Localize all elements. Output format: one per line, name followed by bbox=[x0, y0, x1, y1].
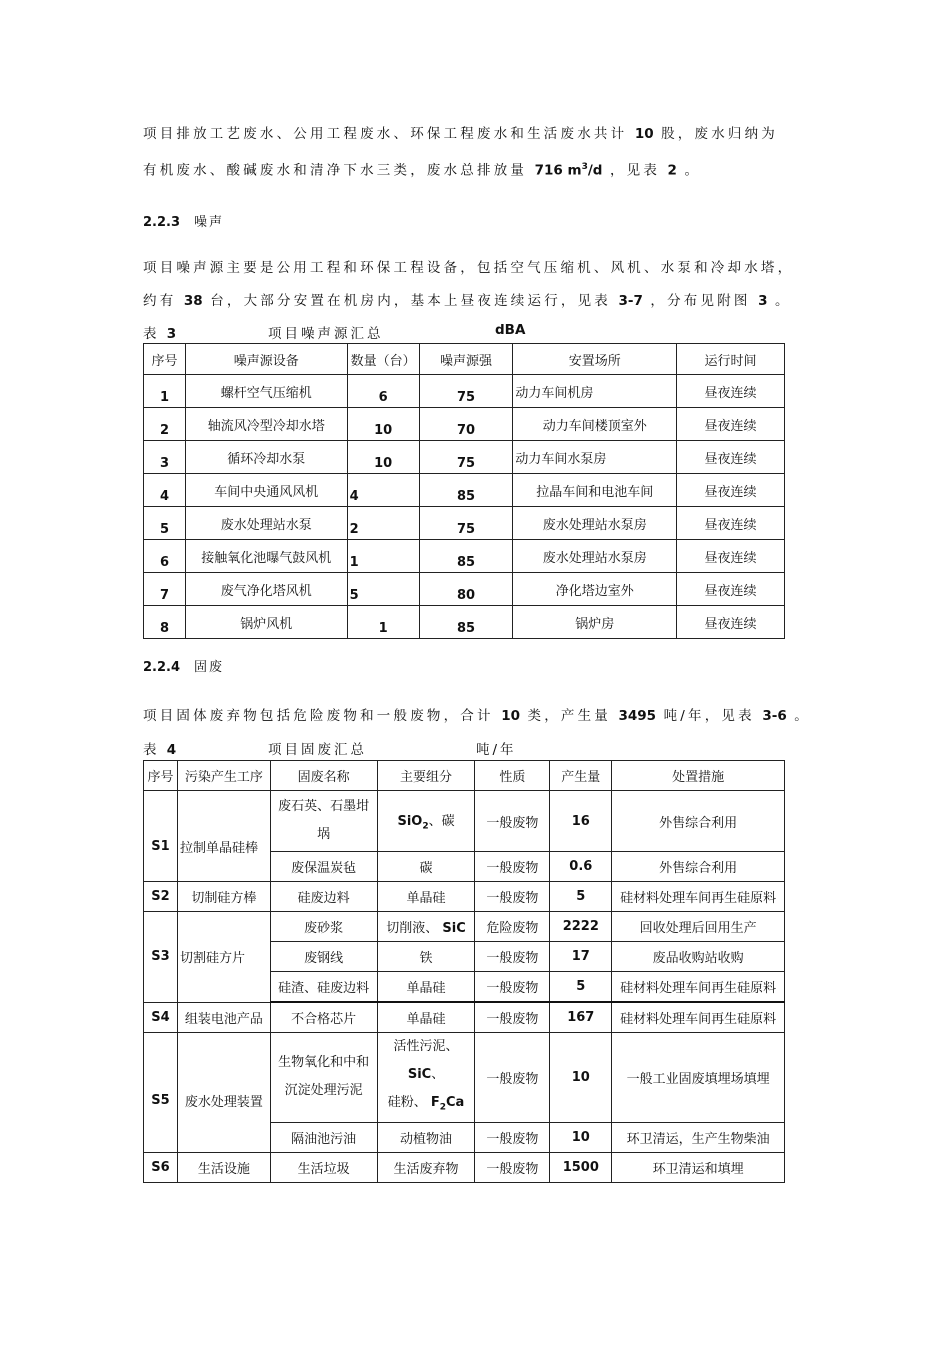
paragraph-solid-waste bbox=[143, 700, 813, 733]
caption-label: 表 3 bbox=[143, 326, 177, 342]
cell-quantity: 4 bbox=[347, 474, 419, 507]
table-row bbox=[144, 507, 785, 540]
cell-component: 铁 bbox=[377, 942, 475, 972]
cell-location: 废水处理站水泵房 bbox=[513, 507, 677, 540]
cell-disposal: 回收处理后回用生产 bbox=[612, 912, 785, 942]
cell-id: S6 bbox=[144, 1152, 178, 1182]
cell-process: 切制硅方棒 bbox=[177, 882, 270, 912]
cell-amount: 5 bbox=[550, 882, 612, 912]
column-header: 噪声源强 bbox=[419, 344, 513, 375]
table-row bbox=[144, 573, 785, 606]
column-header: 产生量 bbox=[550, 761, 612, 791]
cell-id: S3 bbox=[144, 912, 178, 1003]
cell-disposal: 一般工业固废填埋场填埋 bbox=[612, 1033, 785, 1123]
cell-component: 单晶硅 bbox=[377, 1002, 475, 1033]
cell-equipment: 螺杆空气压缩机 bbox=[185, 375, 347, 408]
text: 约有 bbox=[143, 293, 177, 309]
cell-equipment: 车间中央通风风机 bbox=[185, 474, 347, 507]
cell-runtime: 昼夜连续 bbox=[677, 408, 785, 441]
cell-amount: 17 bbox=[550, 942, 612, 972]
caption-unit: 吨/年 bbox=[476, 742, 517, 758]
cell-location: 动力车间水泵房 bbox=[513, 441, 677, 474]
unit: /d bbox=[587, 162, 603, 179]
figure-ref: 3 bbox=[758, 293, 768, 309]
section-heading-solid-waste bbox=[143, 656, 224, 675]
cell-amount: 1500 bbox=[550, 1152, 612, 1182]
section-title: 固废 bbox=[194, 660, 225, 675]
count-number: 10 bbox=[634, 126, 654, 142]
cell-equipment: 接触氧化池曝气鼓风机 bbox=[185, 540, 347, 573]
count-number: 38 bbox=[183, 293, 203, 309]
caption-label: 表 4 bbox=[143, 742, 177, 758]
cell-process: 拉制单晶硅棒 bbox=[177, 791, 270, 882]
text: 。 bbox=[775, 293, 792, 309]
cell-quantity: 10 bbox=[347, 441, 419, 474]
table-row bbox=[144, 441, 785, 474]
text: 。 bbox=[684, 162, 702, 179]
paragraph-wastewater bbox=[143, 118, 813, 188]
cell-id: 5 bbox=[144, 507, 186, 540]
cell-level: 75 bbox=[419, 441, 513, 474]
cell-quantity: 6 bbox=[347, 375, 419, 408]
cell-process: 生活设施 bbox=[177, 1152, 270, 1182]
cell-level: 85 bbox=[419, 606, 513, 639]
cell-amount: 167 bbox=[550, 1002, 612, 1033]
text: 项目排放工艺废水、公用工程废水、环保工程废水和生活废水共计 bbox=[143, 126, 628, 142]
caption-title: 项目固废汇总 bbox=[268, 742, 367, 758]
cell-amount: 16 bbox=[550, 791, 612, 852]
cell-nature: 危险废物 bbox=[475, 912, 550, 942]
paragraph-line bbox=[143, 285, 813, 318]
caption-unit: dBA bbox=[495, 322, 526, 338]
text: ，见表 bbox=[609, 162, 661, 179]
cell-component bbox=[377, 1033, 475, 1123]
cell-id: 1 bbox=[144, 375, 186, 408]
column-header: 处置措施 bbox=[612, 761, 785, 791]
column-header: 运行时间 bbox=[677, 344, 785, 375]
cell-nature: 一般废物 bbox=[475, 942, 550, 972]
paragraph-noise bbox=[143, 252, 813, 318]
cell-component: 生活废弃物 bbox=[377, 1152, 475, 1182]
column-header: 性质 bbox=[475, 761, 550, 791]
cell-disposal: 环卫清运，生产生物柴油 bbox=[612, 1122, 785, 1152]
text: 活性污泥、 SiC、 bbox=[393, 1039, 459, 1082]
cell-waste-name: 废钢线 bbox=[270, 942, 377, 972]
text: 硅粉、 $F_2Ca$ bbox=[387, 1095, 465, 1113]
cell-disposal: 外售综合利用 bbox=[612, 791, 785, 852]
cell-quantity: 10 bbox=[347, 408, 419, 441]
table-header-row bbox=[144, 761, 785, 791]
column-header: 主要组分 bbox=[377, 761, 475, 791]
cell-waste-name: 隔油池污油 bbox=[270, 1122, 377, 1152]
cell-location: 动力车间楼顶室外 bbox=[513, 408, 677, 441]
cell-component: 碳 bbox=[377, 852, 475, 882]
cell-level: 80 bbox=[419, 573, 513, 606]
category-count: 10 bbox=[501, 708, 520, 724]
table-ref: 3-6 bbox=[762, 708, 787, 724]
solid-waste-table bbox=[143, 760, 785, 1183]
section-number: 2.2.3 bbox=[143, 215, 181, 230]
text: 废石英、石墨坩 bbox=[278, 799, 370, 814]
cell-runtime: 昼夜连续 bbox=[677, 507, 785, 540]
cell-nature: 一般废物 bbox=[475, 1122, 550, 1152]
cell-process: 切割硅方片 bbox=[177, 912, 270, 1003]
cell-component: 单晶硅 bbox=[377, 882, 475, 912]
table-row bbox=[144, 408, 785, 441]
section-title: 噪声 bbox=[194, 215, 225, 230]
cell-equipment: 锅炉风机 bbox=[185, 606, 347, 639]
noise-source-table bbox=[143, 343, 785, 639]
cell-runtime: 昼夜连续 bbox=[677, 474, 785, 507]
caption-title: 项目噪声源汇总 bbox=[268, 326, 384, 342]
text: 沉淀处理污泥 bbox=[284, 1083, 363, 1099]
section-heading-noise bbox=[143, 211, 224, 230]
cell-disposal: 硅材料处理车间再生硅原料 bbox=[612, 972, 785, 1003]
cell-level: 70 bbox=[419, 408, 513, 441]
column-header: 污染产生工序 bbox=[177, 761, 270, 791]
cell-level: 85 bbox=[419, 474, 513, 507]
cell-waste-name bbox=[270, 1033, 377, 1123]
cell-waste-name: 废保温炭毡 bbox=[270, 852, 377, 882]
table-row bbox=[144, 1033, 785, 1123]
table-ref: 3-7 bbox=[618, 293, 643, 309]
cell-level: 75 bbox=[419, 507, 513, 540]
cell-equipment: 轴流风冷型冷却水塔 bbox=[185, 408, 347, 441]
cell-id: 6 bbox=[144, 540, 186, 573]
cell-level: 85 bbox=[419, 540, 513, 573]
cell-level: 75 bbox=[419, 375, 513, 408]
cell-component: 切削液、 SiC bbox=[377, 912, 475, 942]
cell-waste-name: 硅废边料 bbox=[270, 882, 377, 912]
cell-disposal: 环卫清运和填埋 bbox=[612, 1152, 785, 1182]
cell-id: 7 bbox=[144, 573, 186, 606]
cell-disposal: 硅材料处理车间再生硅原料 bbox=[612, 1002, 785, 1033]
cell-runtime: 昼夜连续 bbox=[677, 573, 785, 606]
total-amount: 3495 bbox=[618, 708, 657, 724]
cell-id: 8 bbox=[144, 606, 186, 639]
table-row bbox=[144, 912, 785, 942]
table-row bbox=[144, 540, 785, 573]
cell-process: 废水处理装置 bbox=[177, 1033, 270, 1153]
cell-component: 动植物油 bbox=[377, 1122, 475, 1152]
cell-equipment: 废气净化塔风机 bbox=[185, 573, 347, 606]
column-header: 序号 bbox=[144, 344, 186, 375]
table-ref: 2 bbox=[667, 162, 677, 179]
cell-runtime: 昼夜连续 bbox=[677, 606, 785, 639]
cell-nature: 一般废物 bbox=[475, 882, 550, 912]
cell-equipment: 循环冷却水泵 bbox=[185, 441, 347, 474]
cell-disposal: 硅材料处理车间再生硅原料 bbox=[612, 882, 785, 912]
cell-id: S1 bbox=[144, 791, 178, 882]
cell-quantity: 5 bbox=[347, 573, 419, 606]
text: 项目固体废弃物包括危险废物和一般废物，合计 bbox=[143, 708, 494, 724]
cell-id: 3 bbox=[144, 441, 186, 474]
table-row bbox=[144, 606, 785, 639]
cell-quantity: 1 bbox=[347, 606, 419, 639]
cell-component: SiO$_2$、碳 bbox=[377, 791, 475, 852]
cell-waste-name: 废砂浆 bbox=[270, 912, 377, 942]
cell-quantity: 1 bbox=[347, 540, 419, 573]
cell-disposal: 废品收购站收购 bbox=[612, 942, 785, 972]
paragraph-line bbox=[143, 151, 813, 188]
cell-runtime: 昼夜连续 bbox=[677, 540, 785, 573]
cell-disposal: 外售综合利用 bbox=[612, 852, 785, 882]
text: 有机废水、酸碱废水和清净下水三类，废水总排放量 bbox=[143, 162, 528, 179]
cell-id: S2 bbox=[144, 882, 178, 912]
column-header: 序号 bbox=[144, 761, 178, 791]
table-row bbox=[144, 1152, 785, 1182]
cell-waste-name: 生活垃圾 bbox=[270, 1152, 377, 1182]
superscript: 3 bbox=[581, 162, 588, 172]
cell-waste-name bbox=[270, 791, 377, 852]
column-header: 安置场所 bbox=[513, 344, 677, 375]
table-row bbox=[144, 474, 785, 507]
cell-amount: 0.6 bbox=[550, 852, 612, 882]
table-row bbox=[144, 882, 785, 912]
table-row bbox=[144, 1002, 785, 1033]
cell-nature: 一般废物 bbox=[475, 852, 550, 882]
cell-location: 废水处理站水泵房 bbox=[513, 540, 677, 573]
table3-caption bbox=[143, 322, 783, 342]
column-header: 数量（台） bbox=[347, 344, 419, 375]
cell-nature: 一般废物 bbox=[475, 1002, 550, 1033]
cell-component: 单晶硅 bbox=[377, 972, 475, 1003]
cell-nature: 一般废物 bbox=[475, 1033, 550, 1123]
cell-amount: 2222 bbox=[550, 912, 612, 942]
text: 生物氧化和中和 bbox=[278, 1055, 370, 1071]
text: 。 bbox=[794, 708, 811, 724]
cell-waste-name: 硅渣、硅废边料 bbox=[270, 972, 377, 1003]
paragraph-line: 项目噪声源主要是公用工程和环保工程设备，包括空气压缩机、风机、水泵和冷却水塔， bbox=[143, 260, 795, 276]
cell-amount: 10 bbox=[550, 1122, 612, 1152]
cell-id: 4 bbox=[144, 474, 186, 507]
cell-location: 锅炉房 bbox=[513, 606, 677, 639]
table-row bbox=[144, 375, 785, 408]
cell-quantity: 2 bbox=[347, 507, 419, 540]
cell-runtime: 昼夜连续 bbox=[677, 375, 785, 408]
text: 股，废水归纳为 bbox=[661, 126, 779, 142]
table-header-row bbox=[144, 344, 785, 375]
cell-location: 拉晶车间和电池车间 bbox=[513, 474, 677, 507]
paragraph-line bbox=[143, 118, 813, 151]
text: 类，产生量 bbox=[527, 708, 611, 724]
cell-nature: 一般废物 bbox=[475, 1152, 550, 1182]
text: 台，大部分安置在机房内，基本上昼夜连续运行，见表 bbox=[210, 293, 612, 309]
cell-nature: 一般废物 bbox=[475, 791, 550, 852]
cell-amount: 10 bbox=[550, 1033, 612, 1123]
text: 吨/年，见表 bbox=[663, 708, 755, 724]
discharge-amount: 716 m bbox=[534, 162, 582, 179]
cell-nature: 一般废物 bbox=[475, 972, 550, 1003]
cell-id: S5 bbox=[144, 1033, 178, 1153]
table4-caption bbox=[143, 738, 783, 758]
column-header: 噪声源设备 bbox=[185, 344, 347, 375]
column-header: 固废名称 bbox=[270, 761, 377, 791]
text: ，分布见附图 bbox=[650, 293, 751, 309]
table-row bbox=[144, 791, 785, 852]
cell-location: 动力车间机房 bbox=[513, 375, 677, 408]
cell-runtime: 昼夜连续 bbox=[677, 441, 785, 474]
cell-id: S4 bbox=[144, 1002, 178, 1033]
cell-location: 净化塔边室外 bbox=[513, 573, 677, 606]
cell-amount: 5 bbox=[550, 972, 612, 1003]
section-number: 2.2.4 bbox=[143, 660, 181, 675]
cell-process: 组装电池产品 bbox=[177, 1002, 270, 1033]
text: 埚 bbox=[317, 827, 331, 842]
cell-equipment: 废水处理站水泵 bbox=[185, 507, 347, 540]
cell-waste-name: 不合格芯片 bbox=[270, 1002, 377, 1033]
cell-id: 2 bbox=[144, 408, 186, 441]
